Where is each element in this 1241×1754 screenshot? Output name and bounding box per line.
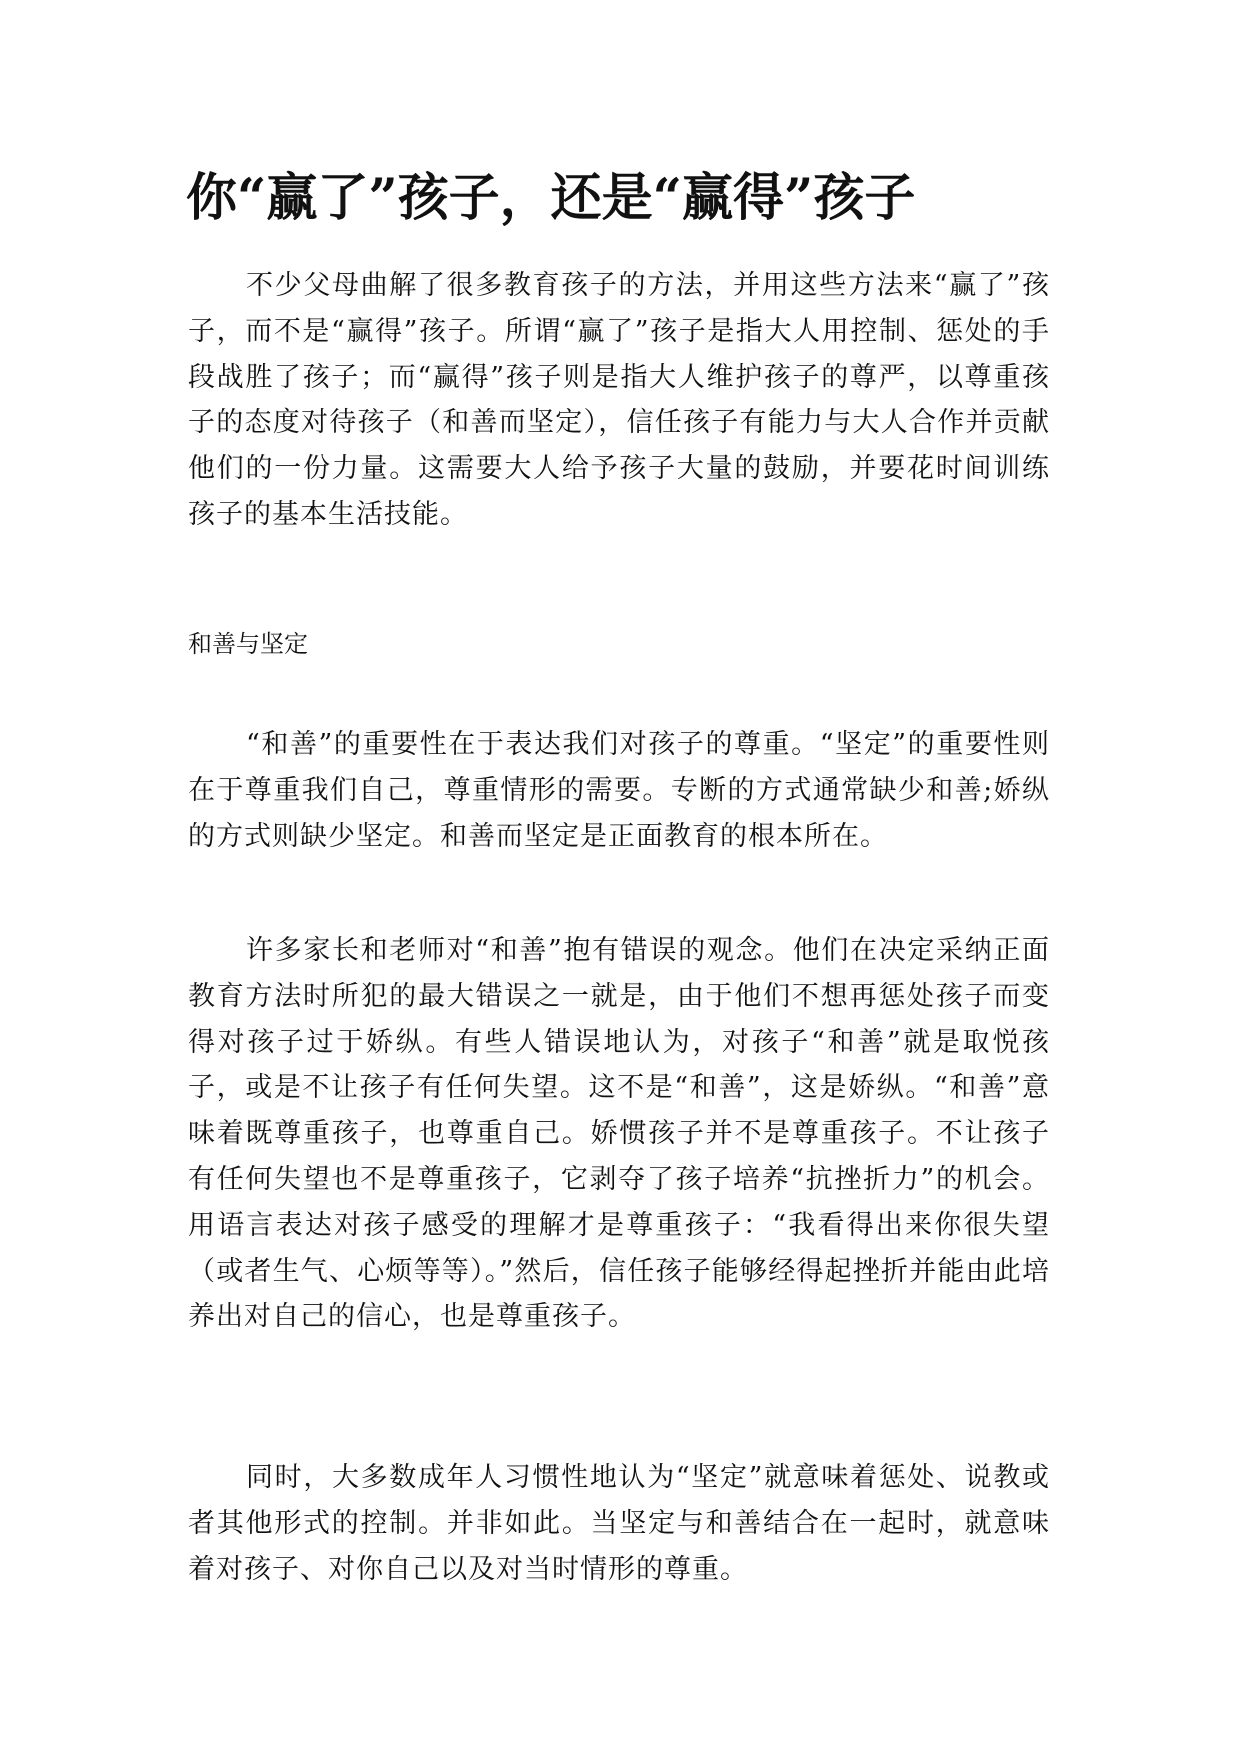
section-heading: 和善与坚定 — [188, 630, 308, 658]
intro-paragraph: 不少父母曲解了很多教育孩子的方法，并用这些方法来“赢了”孩子，而不是“赢得”孩子。所谓“赢了”孩子是指大人用控制、惩处的手段战胜了孩子；而“赢得”孩子则是指大人维护孩子的尊严，以尊重孩子的态度对待孩子（和善而坚定），信任孩子有能力与大人合作并贡献他们的一份力量。这需要大人给予孩子大量的鼓励，并要花时间训练孩子的基本生活技能。 — [188, 270, 1050, 530]
page-title: 你“赢了”孩子，还是“赢得”孩子 — [186, 168, 916, 228]
body-paragraph-1: “和善”的重要性在于表达我们对孩子的尊重。“坚定”的重要性则在于尊重我们自己，尊重情形的需要。专断的方式通常缺少和善;娇纵的方式则缺少坚定。和善而坚定是正面教育的根本所在。 — [188, 729, 1050, 852]
body-paragraph-3: 同时，大多数成年人习惯性地认为“坚定”就意味着惩处、说教或者其他形式的控制。并非如此。当坚定与和善结合在一起时，就意味着对孩子、对你自己以及对当时情形的尊重。 — [188, 1462, 1050, 1585]
body-paragraph-2: 许多家长和老师对“和善”抱有错误的观念。他们在决定采纳正面教育方法时所犯的最大错误之一就是，由于他们不想再惩处孩子而变得对孩子过于娇纵。有些人错误地认为，对孩子“和善”就是取悦孩子，或是不让孩子有任何失望。这不是“和善”，这是娇纵。“和善”意味着既尊重孩子，也尊重自己。娇惯孩子并不是尊重孩子。不让孩子有任何失望也不是尊重孩子，它剥夺了孩子培养“抗挫折力”的机会。用语言表达对孩子感受的理解才是尊重孩子：“我看得出来你很失望（或者生气、心烦等等）。”然后，信任孩子能够经得起挫折并能由此培养出对自己的信心，也是尊重孩子。 — [188, 935, 1050, 1333]
